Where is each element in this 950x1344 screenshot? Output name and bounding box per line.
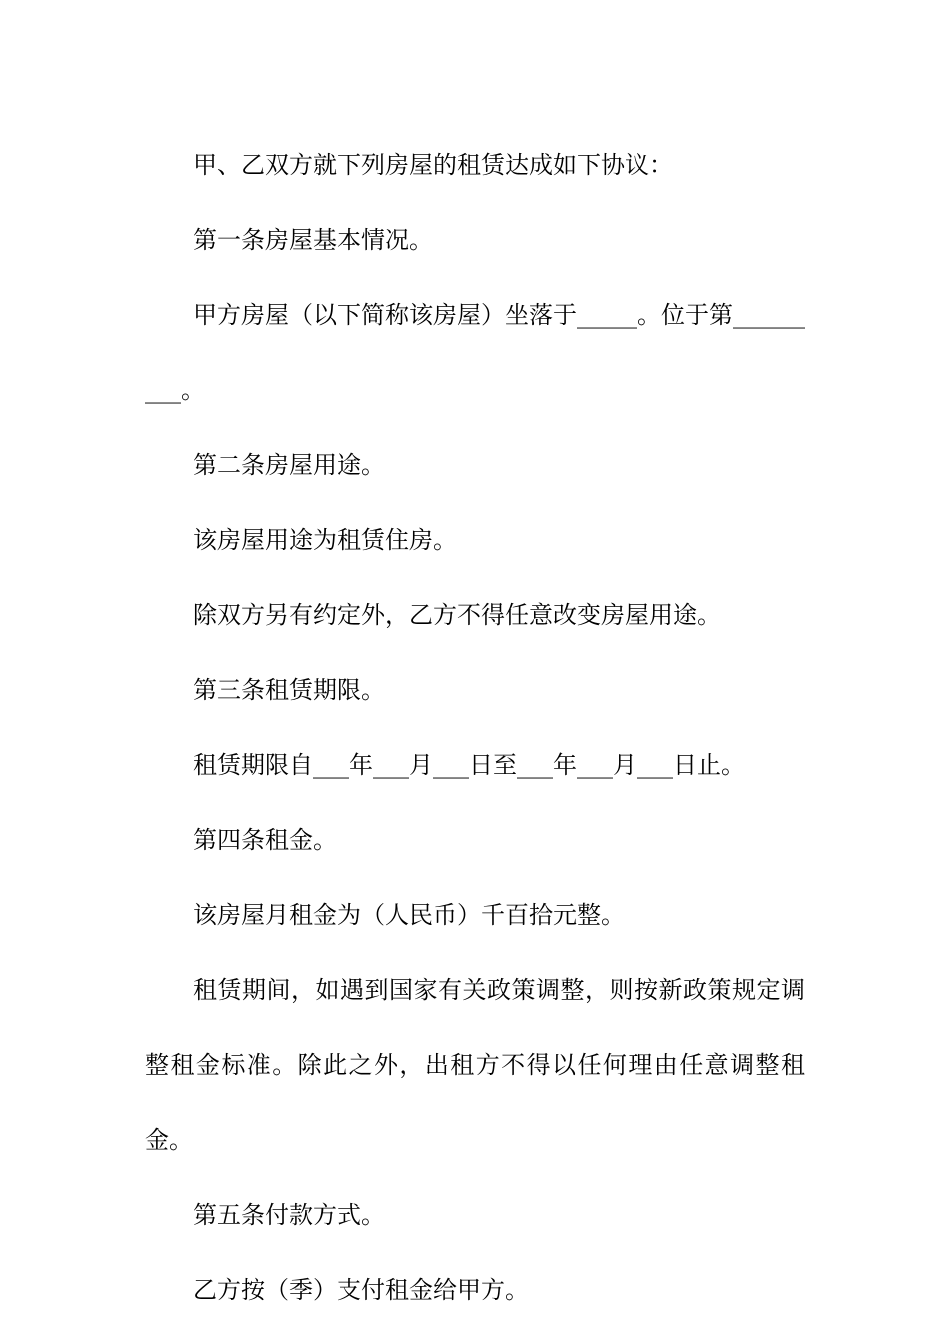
- heading-article-4: 第四条租金。: [193, 826, 337, 854]
- heading-article-1: 第一条房屋基本情况。: [193, 226, 433, 254]
- paragraph-use-restriction: 除双方另有约定外，乙方不得任意改变房屋用途。: [193, 601, 721, 629]
- document-body: [145, 128, 805, 1328]
- heading-article-3: 第三条租赁期限。: [193, 676, 385, 704]
- paragraph-house-use: 该房屋用途为租赁住房。: [193, 526, 457, 554]
- heading-article-2: 第二条房屋用途。: [193, 451, 385, 479]
- paragraph-lease-term: 租赁期限自___年___月___日至___年___月___日止。: [193, 751, 745, 779]
- paragraph-monthly-rent: 该房屋月租金为（人民币）千百拾元整。: [193, 901, 625, 929]
- paragraph-house-location: 甲方房屋（以下简称该房屋）坐落于_____。位于第_________。: [145, 301, 805, 404]
- paragraph-payment-method: 乙方按（季）支付租金给甲方。: [193, 1276, 529, 1304]
- paragraph-agreement-intro: 甲、乙双方就下列房屋的租赁达成如下协议：: [193, 151, 673, 179]
- paragraph-rent-adjustment: 租赁期间，如遇到国家有关政策调整，则按新政策规定调整租金标准。除此之外，出租方不得以任何理由任意调整租金。: [145, 976, 805, 1154]
- heading-article-5: 第五条付款方式。: [193, 1201, 385, 1229]
